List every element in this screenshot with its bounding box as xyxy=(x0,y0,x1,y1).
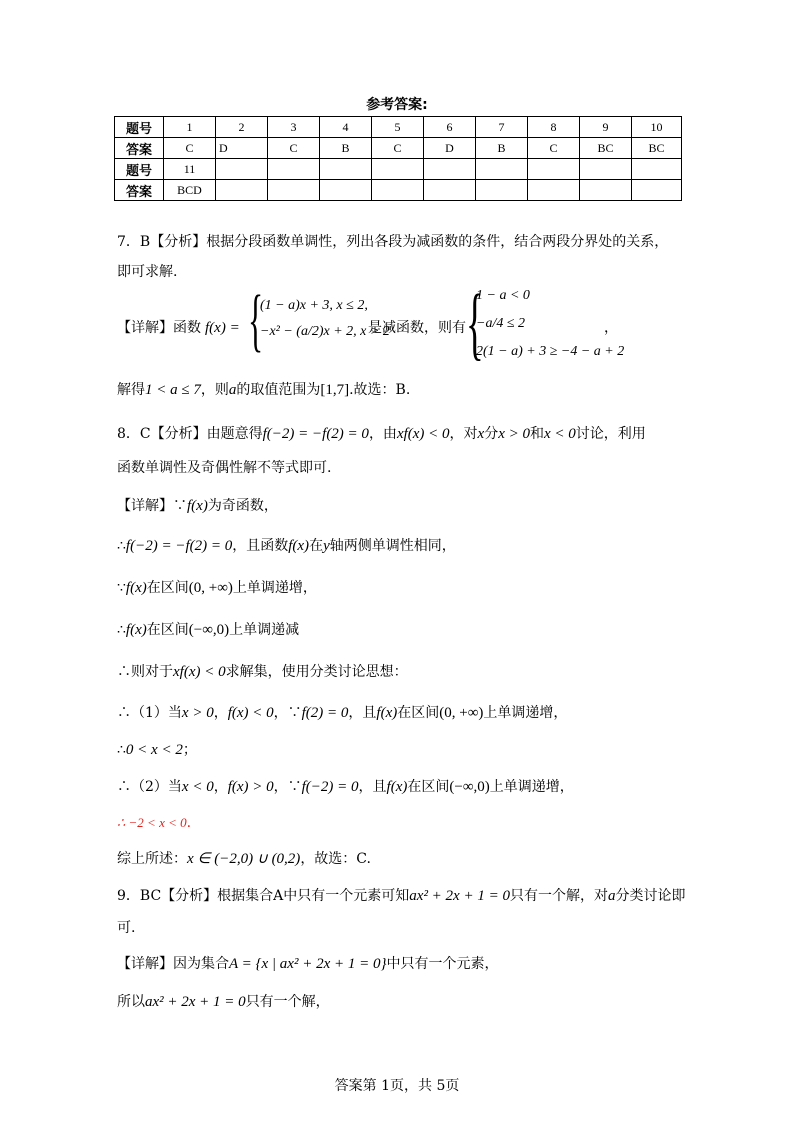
q9-text: 中只有一个元素， xyxy=(386,956,499,972)
empty-cell xyxy=(528,159,580,180)
q9-math: A = {x | ax² + 2x + 1 = 0} xyxy=(229,956,387,972)
q9-text: 只有一个解，对 xyxy=(509,888,608,904)
q8-math: (−∞,0) xyxy=(188,622,230,638)
empty-cell xyxy=(632,159,682,180)
question-number-cell: 1 xyxy=(164,117,216,138)
q7-result-var: a xyxy=(228,382,237,398)
q8-math: x xyxy=(477,426,485,442)
answer-cell: C xyxy=(268,138,320,159)
q8-math: f(x) xyxy=(288,538,310,554)
q8-text: 上单调递增， xyxy=(483,705,568,721)
empty-cell xyxy=(216,180,268,201)
row-header-question: 题号 xyxy=(115,159,164,180)
question-number-cell: 4 xyxy=(320,117,372,138)
q7-mid-text: 是减函数，则有 xyxy=(368,320,466,336)
q8-analysis-line2: 函数单调性及奇偶性解不等式即可. xyxy=(117,460,332,476)
question-number-cell: 7 xyxy=(476,117,528,138)
q8-text: 分 xyxy=(484,426,499,442)
empty-cell xyxy=(424,180,476,201)
q8-math: (0, +∞) xyxy=(439,705,484,721)
question-number-cell: 5 xyxy=(372,117,424,138)
q8-text: ，故选：C. xyxy=(300,851,371,867)
q8-text: 【详解】∵ xyxy=(117,498,187,514)
q8-text: 和 xyxy=(530,426,544,442)
q7-result-a: 解得 xyxy=(117,382,145,398)
q8-text: 在区间 xyxy=(146,622,189,638)
q8-text: ，且 xyxy=(348,705,377,721)
q8-text: ，对 xyxy=(449,426,478,442)
q8-math: (−∞,0) xyxy=(449,779,490,795)
answer-cell: C xyxy=(372,138,424,159)
page-title: 参考答案: xyxy=(366,97,428,113)
table-row xyxy=(115,138,682,159)
question-number-cell: 11 xyxy=(164,159,216,180)
q7-result-b: ，则 xyxy=(200,382,229,398)
q8-text: ∴则对于 xyxy=(117,664,173,680)
left-brace-symbol: { xyxy=(248,282,264,359)
empty-cell xyxy=(268,180,320,201)
q7-result-c: 的取值范围为 xyxy=(236,382,321,398)
empty-cell xyxy=(476,159,528,180)
q9-math: ax² + 2x + 1 = 0 xyxy=(409,888,510,904)
q8-detail-line3 xyxy=(117,578,317,598)
q8-math: f(x) xyxy=(386,779,408,795)
q8-math: f(x) xyxy=(376,705,398,721)
empty-cell xyxy=(424,159,476,180)
q8-math: xf(x) < 0 xyxy=(396,426,450,442)
q8-math: f(x) xyxy=(125,622,147,638)
row-header-answer: 答案 xyxy=(115,138,164,159)
table-row xyxy=(115,117,682,138)
question-number-cell: 10 xyxy=(632,117,682,138)
q9-detail-line1 xyxy=(117,954,498,974)
q7-detail-prefix: 【详解】函数 xyxy=(117,320,201,336)
q8-detail-line5 xyxy=(117,662,408,682)
row-header-question: 题号 xyxy=(115,117,164,138)
table-row xyxy=(115,159,682,180)
q9-math: a xyxy=(607,888,616,904)
q9-analysis-line1 xyxy=(117,886,685,906)
q7-analysis-line2: 即可求解. xyxy=(117,264,178,280)
q7-result-ineq: 1 < a ≤ 7 xyxy=(145,382,201,398)
q8-text: 在区间 xyxy=(146,580,189,596)
q8-math: x < 0 xyxy=(181,779,214,795)
empty-cell xyxy=(476,180,528,201)
q8-math: f(2) = 0 xyxy=(301,705,349,721)
answer-cell: D xyxy=(216,138,268,159)
question-number-cell: 3 xyxy=(268,117,320,138)
q8-detail-line7 xyxy=(117,740,197,760)
q9-text: 【详解】因为集合 xyxy=(117,956,229,972)
empty-cell xyxy=(320,180,372,201)
q7-cond3: 2(1 − a) + 3 ≥ −4 − a + 2 xyxy=(476,344,625,359)
q8-text: 在区间 xyxy=(407,779,450,795)
q8-text: 综上所述： xyxy=(117,851,187,867)
q8-math: f(x) > 0 xyxy=(227,779,274,795)
q8-math: f(x) < 0 xyxy=(227,705,274,721)
q7-fx-def: f(x) = xyxy=(205,320,240,336)
q8-math: (0, +∞) xyxy=(188,580,233,596)
q9-text: 只有一个解， xyxy=(245,994,330,1010)
q8-text: ，由 xyxy=(368,426,397,442)
q8-detail-line1 xyxy=(117,496,278,516)
q8-text: ，且函数 xyxy=(232,538,289,554)
q8-math: xf(x) < 0 xyxy=(173,664,226,680)
q8-text: ∴ xyxy=(117,622,126,638)
answer-cell: B xyxy=(476,138,528,159)
q9-text: 分类讨论即 xyxy=(615,888,686,904)
row-header-answer: 答案 xyxy=(115,180,164,201)
q8-text: ∴（2）当 xyxy=(117,779,182,795)
q8-text: 在 xyxy=(309,538,324,554)
answer-table xyxy=(114,116,682,201)
q8-text: 讨论，利用 xyxy=(575,426,646,442)
q8-text: ，且 xyxy=(358,779,387,795)
q8-text: ∴ xyxy=(117,538,126,554)
empty-cell xyxy=(372,180,424,201)
left-brace-symbol: { xyxy=(466,277,484,368)
q8-text: ， xyxy=(213,705,228,721)
q8-text: 轴两侧单调性相同， xyxy=(329,538,456,554)
q7-result-d: .故选：B. xyxy=(349,382,411,398)
q8-text: 求解集，使用分类讨论思想： xyxy=(225,664,408,680)
q8-analysis-line1 xyxy=(117,424,646,444)
q8-math: x < 0 xyxy=(544,426,576,442)
q7-condition-system xyxy=(466,277,625,368)
q8-text: 上单调递增， xyxy=(489,779,574,795)
q8-math: y xyxy=(323,538,330,554)
q8-math: 0 < x < 2 xyxy=(125,742,183,758)
answer-cell: BC xyxy=(580,138,632,159)
q9-detail-line2 xyxy=(117,992,330,1012)
q7-result xyxy=(117,380,410,400)
answer-cell: B xyxy=(320,138,372,159)
q9-text: 9．BC【分析】根据集合A中只有一个元素可知 xyxy=(117,888,410,904)
q8-text: ∵ xyxy=(117,580,126,596)
q8-text: ， xyxy=(213,779,228,795)
empty-cell xyxy=(320,159,372,180)
q7-cond2: −a/4 ≤ 2 xyxy=(476,316,526,331)
q8-detail-line4 xyxy=(117,620,299,640)
empty-cell xyxy=(632,180,682,201)
q7-piece2: −x² − (a/2)x + 2, x > 2 xyxy=(260,324,390,339)
q8-text: ； xyxy=(182,742,197,758)
empty-cell xyxy=(528,180,580,201)
empty-cell xyxy=(580,159,632,180)
q7-analysis-line1: 7．B【分析】根据分段函数单调性，列出各段为减函数的条件，结合两段分界处的关系， xyxy=(117,234,669,250)
q9-analysis-line2: 可. xyxy=(117,920,136,936)
q8-math: x > 0 xyxy=(498,426,530,442)
table-row xyxy=(115,180,682,201)
question-number-cell: 9 xyxy=(580,117,632,138)
q8-math: x > 0 xyxy=(181,705,214,721)
q8-detail-line6 xyxy=(117,703,567,723)
q7-comma: ， xyxy=(604,320,618,336)
q8-detail-line8 xyxy=(117,777,574,797)
answer-cell: D xyxy=(424,138,476,159)
q9-text: 所以 xyxy=(117,994,145,1010)
q8-math: f(−2) = −f(2) = 0 xyxy=(125,538,233,554)
q8-text: 为奇函数， xyxy=(207,498,278,514)
q7-result-range: [1,7] xyxy=(320,382,350,398)
q8-detail-line10 xyxy=(117,849,371,869)
q8-text: 在区间 xyxy=(397,705,440,721)
q7-cond1: 1 − a < 0 xyxy=(476,288,530,303)
q8-text: ，∵ xyxy=(273,705,302,721)
q7-piecewise-function xyxy=(248,282,390,359)
q8-text: ∴ xyxy=(117,742,126,758)
q8-math: x ∈ (−2,0) ∪ (0,2) xyxy=(187,851,301,867)
q8-math: ∴ −2 < x < 0 xyxy=(117,815,187,830)
answer-cell: BCD xyxy=(164,180,216,201)
q8-math: f(x) xyxy=(187,498,208,514)
q8-detail-line2 xyxy=(117,536,456,556)
empty-cell xyxy=(580,180,632,201)
q8-detail-line9 xyxy=(117,813,191,833)
empty-cell xyxy=(216,159,268,180)
q8-text: 上单调递减 xyxy=(229,622,300,638)
q9-math: ax² + 2x + 1 = 0 xyxy=(145,994,246,1010)
q8-math: f(−2) = −f(2) = 0 xyxy=(262,426,369,442)
answer-cell: C xyxy=(164,138,216,159)
answer-cell: C xyxy=(528,138,580,159)
answer-cell: BC xyxy=(632,138,682,159)
q8-text: 8．C【分析】由题意得 xyxy=(117,426,263,442)
question-number-cell: 8 xyxy=(528,117,580,138)
empty-cell xyxy=(268,159,320,180)
page-footer: 答案第 1页，共 5页 xyxy=(334,1078,460,1094)
q8-text: ，∵ xyxy=(273,779,302,795)
q8-math: f(x) xyxy=(125,580,147,596)
question-number-cell: 2 xyxy=(216,117,268,138)
q7-piece1: (1 − a)x + 3, x ≤ 2, xyxy=(260,298,368,313)
q8-text: 上单调递增， xyxy=(232,580,317,596)
q8-math: f(−2) = 0 xyxy=(301,779,359,795)
q8-text: ∴（1）当 xyxy=(117,705,182,721)
q8-text: . xyxy=(186,815,192,831)
question-number-cell: 6 xyxy=(424,117,476,138)
empty-cell xyxy=(372,159,424,180)
